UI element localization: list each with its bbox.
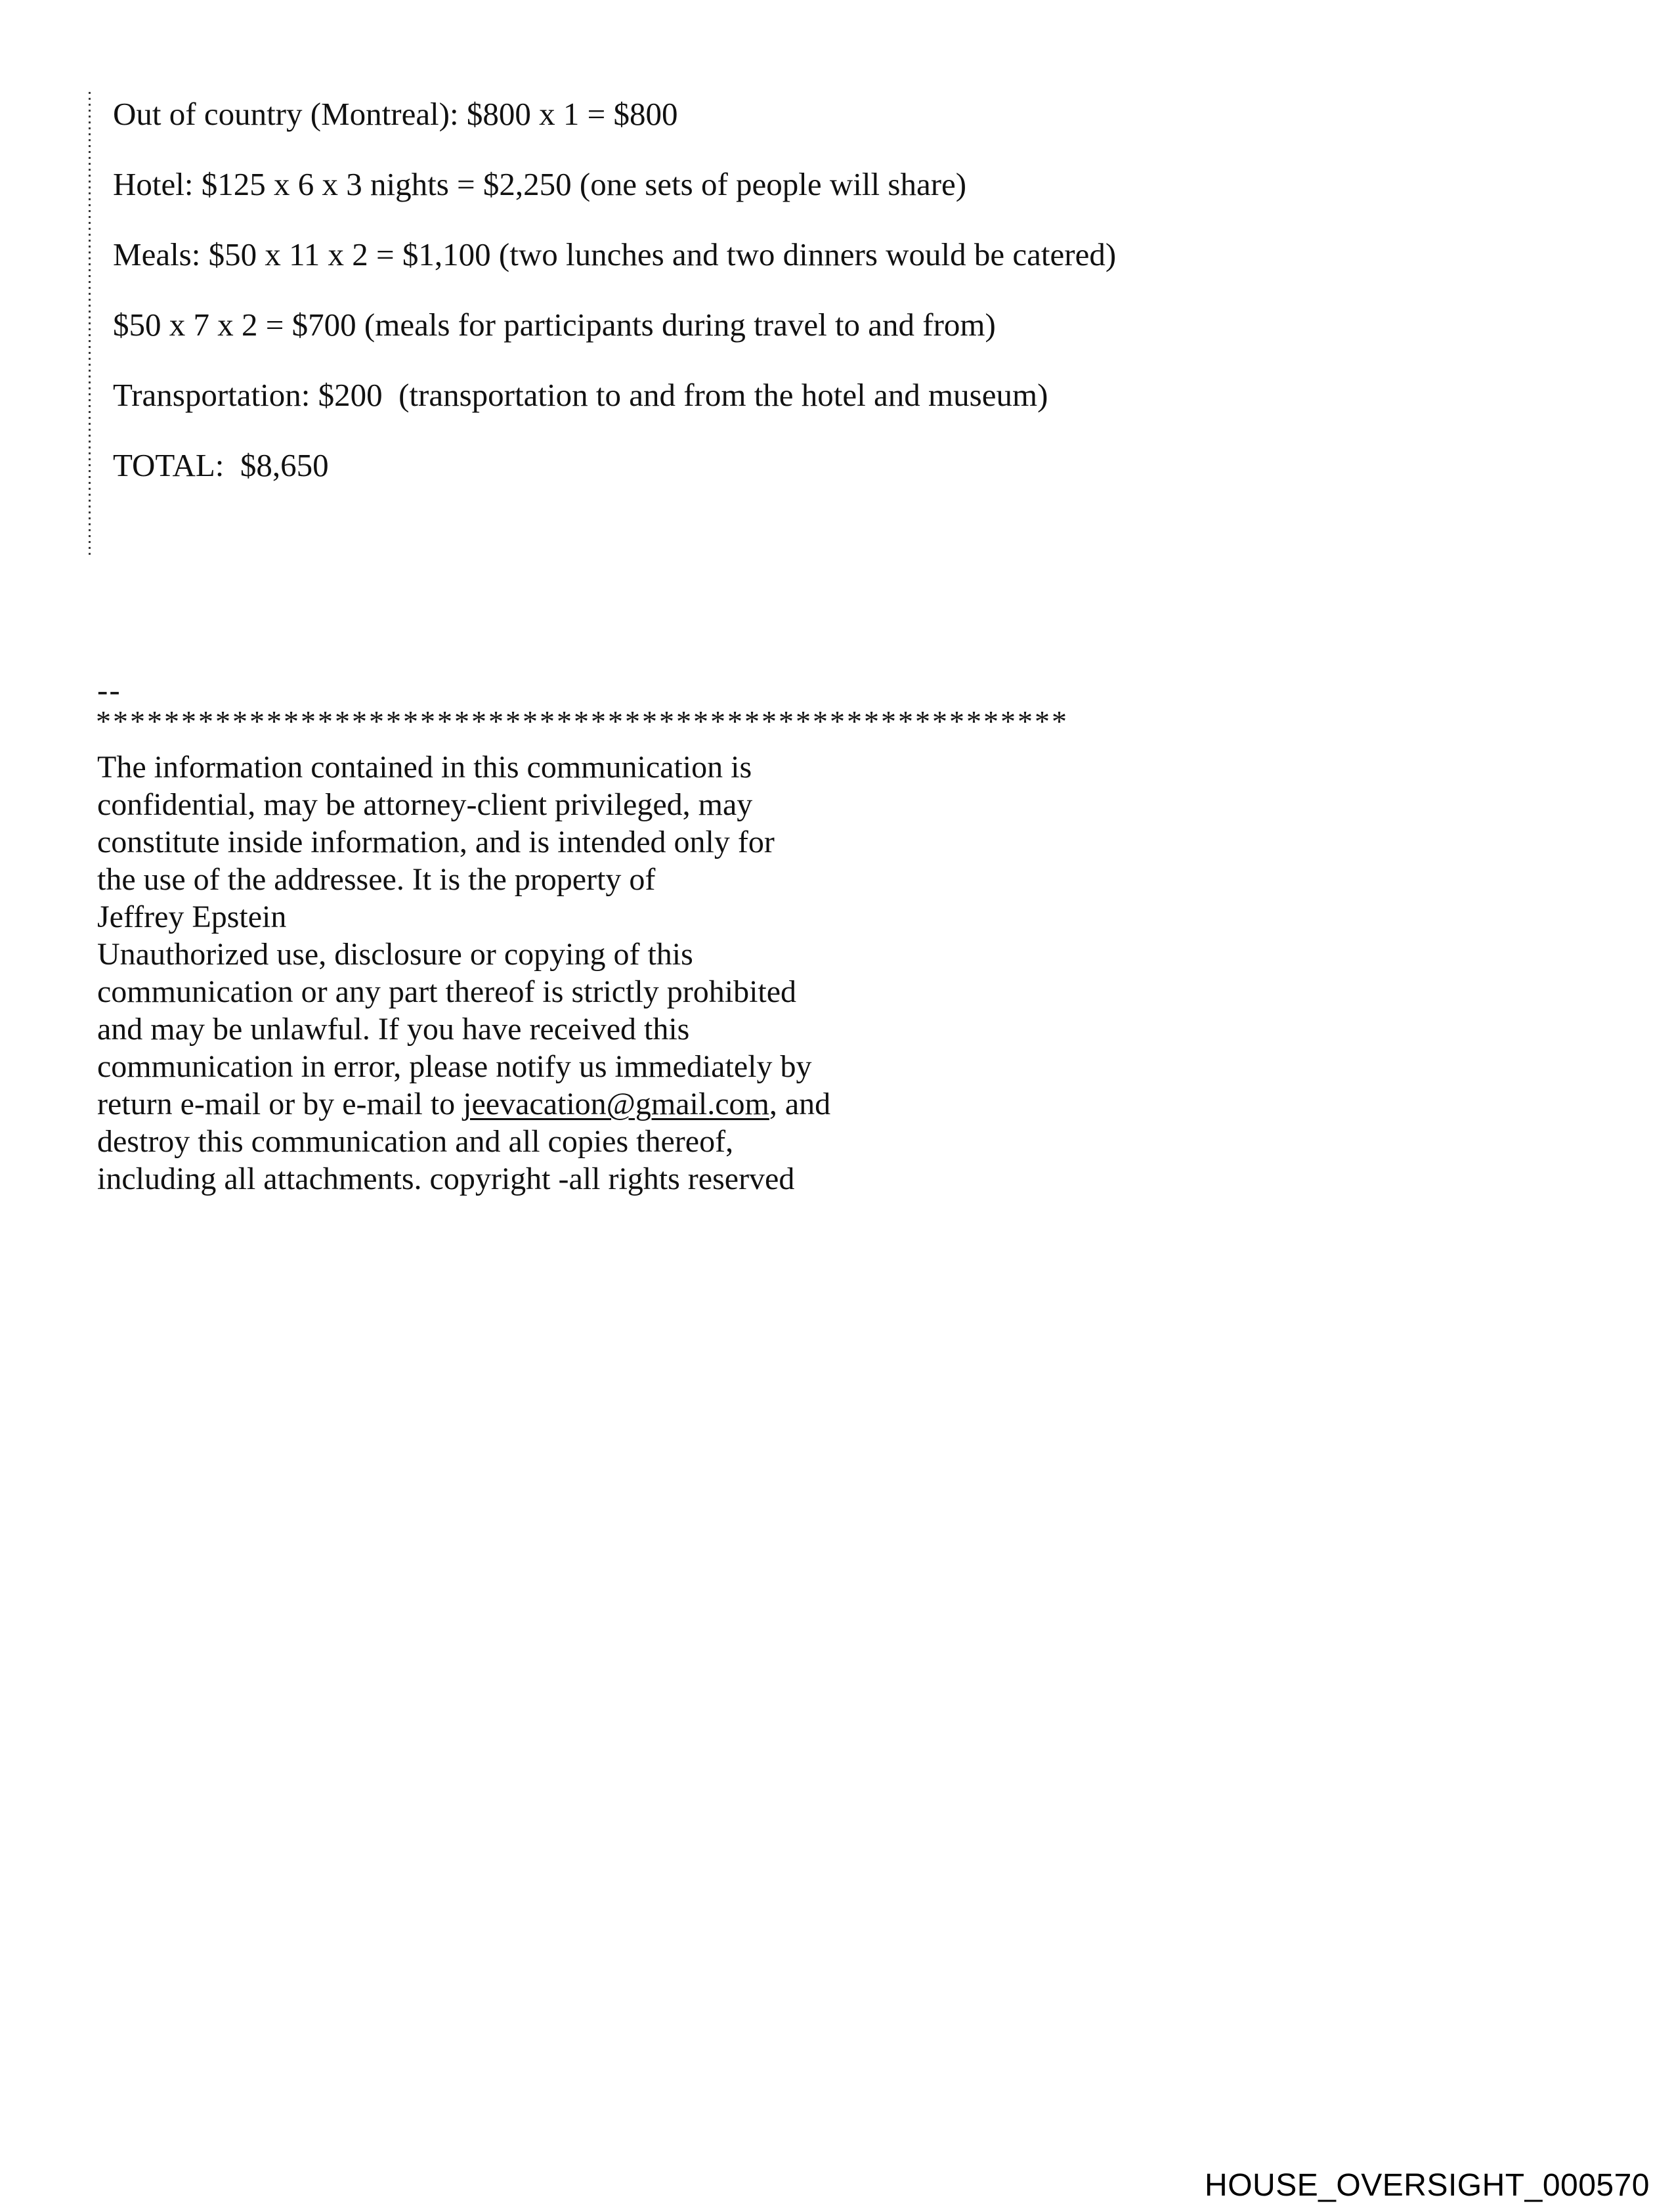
quoted-budget-block [113,95,1116,517]
confidentiality-disclaimer [97,748,830,1198]
asterisk-divider: ********************************************************* [96,705,1069,738]
quote-indicator-line [89,92,91,556]
email-link[interactable]: jeevacation@gmail.com [463,1087,769,1121]
bates-number: HOUSE_OVERSIGHT_000570 [1205,2168,1650,2203]
budget-line-meals: Meals: $50 x 11 x 2 = $1,100 (two lunches and two dinners would be catered) [113,236,1117,272]
disclaimer-line: communication in error, please notify us immediately by [97,1049,812,1084]
budget-line-hotel: Hotel: $125 x 6 x 3 nights = $2,250 (one sets of people will share) [113,166,967,202]
disclaimer-line: The information contained in this communication is [97,750,752,785]
email-line-suffix: , and [769,1087,831,1121]
disclaimer-line: including all attachments. copyright -all rights reserved [97,1161,795,1196]
signature-separator: -- [97,672,121,708]
email-line-prefix: return e-mail or by e-mail to [97,1087,463,1121]
disclaimer-line: constitute inside information, and is intended only for [97,825,775,859]
budget-line-total: TOTAL: $8,650 [113,447,329,483]
disclaimer-line: destroy this communication and all copies thereof, [97,1124,734,1159]
disclaimer-line: communication or any part thereof is strictly prohibited [97,974,797,1009]
disclaimer-line: and may be unlawful. If you have received this [97,1012,690,1047]
budget-line-travel-meals: $50 x 7 x 2 = $700 (meals for participants during travel to and from) [113,307,996,343]
disclaimer-line: Unauthorized use, disclosure or copying of this [97,937,693,972]
budget-line-out-of-country: Out of country (Montreal): $800 x 1 = $800 [113,96,678,132]
disclaimer-line: the use of the addressee. It is the property of [97,862,656,897]
disclaimer-line-email [97,1085,830,1123]
disclaimer-line: confidential, may be attorney-client privileged, may [97,787,753,822]
disclaimer-line-owner-name: Jeffrey Epstein [97,900,287,934]
budget-line-transportation: Transportation: $200 (transportation to and from the hotel and museum) [113,377,1048,413]
